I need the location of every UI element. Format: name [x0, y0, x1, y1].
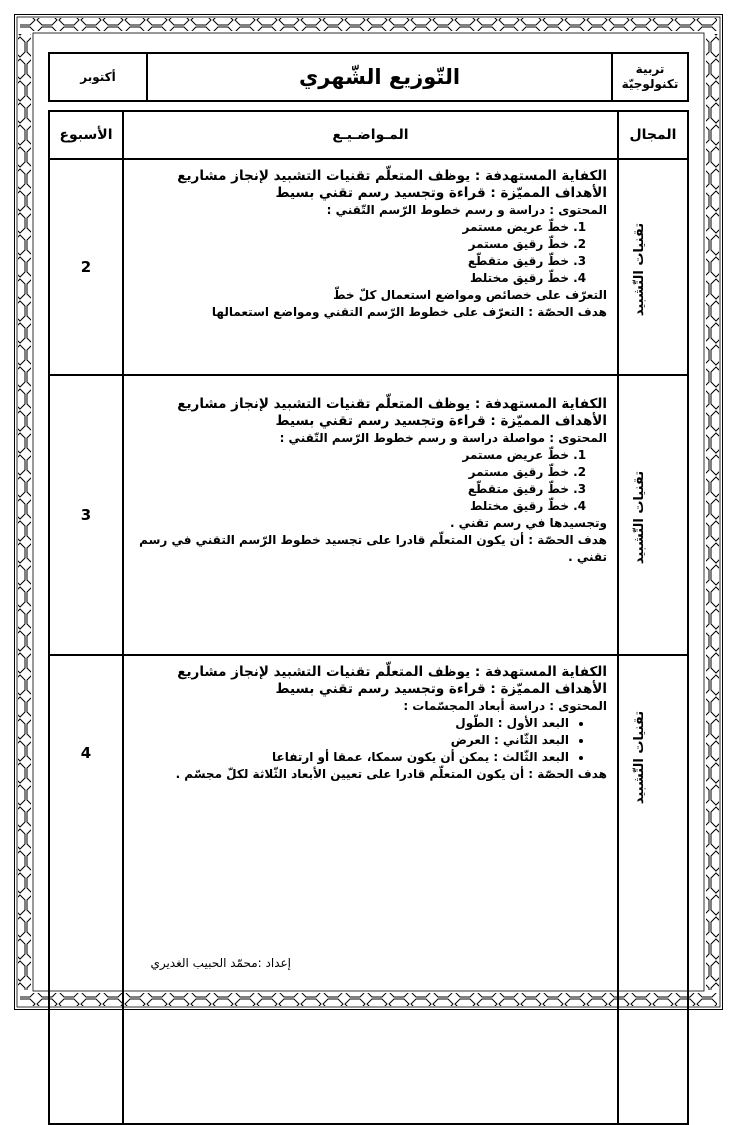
- author-footer: إعداد :محمّد الحبيب الغديري: [150, 956, 291, 970]
- table-row: [49, 159, 688, 375]
- week-header: الأسبوع: [49, 111, 123, 159]
- domain-header: المجال: [618, 111, 688, 159]
- page-title: التّوزيع الشّهري: [147, 53, 612, 101]
- topics-cell: الكفاية المستهدفة : يوظف المتعلّم تقنيات التشبيد لإنجاز مشاريع الأهداف المميّزة : قراءة وتجسيد رسم تقني بسيط المحتوى : مواصلة دراسة و رسم خطوط الرّسم التّقني : 1. خطّ عريض مستمر 2. خطّ رقيق مستمر 3. خطّ رقيق متقطّع 4. خطّ رقيق مختلط وتجسيدها في رسم تقني . هدف الحصّة : أن يكون المتعلّم قادرا على تجسيد خطوط الرّسم التقني في رسم تقني .: [123, 375, 618, 655]
- content-table: [48, 110, 689, 1125]
- topics-cell: الكفاية المستهدفة : يوظف المتعلّم تقنيات التشبيد لإنجاز مشاريع الأهداف المميّزة : قراءة وتجسيد رسم تقني بسيط المحتوى : دراسة أبعاد المجسّمات : • البعد الأول : الطّول • البعد الثّاني : العرض • البعد الثّالث : يمكن أن يكون سمكا، عمقا أو ارتفاعا هدف الحصّة : أن يكون المتعلّم قادرا على تعيين الأبعاد الثّلاثة لكلّ مجسّم .: [123, 655, 618, 1124]
- domain-cell: تقنيات التّشبيد: [618, 655, 688, 1124]
- table-row: [49, 655, 688, 1124]
- week-cell: 3: [49, 375, 123, 655]
- subject-cell: تربية تكنولوجيّة: [612, 53, 688, 101]
- column-header-row: [49, 111, 688, 159]
- title-row: [49, 53, 688, 101]
- week-cell: 2: [49, 159, 123, 375]
- topics-cell: الكفاية المستهدفة : يوظف المتعلّم تقنيات التشبيد لإنجاز مشاريع الأهداف المميّزة : قراءة وتجسيد رسم تقني بسيط المحتوى : دراسة و رسم خطوط الرّسم التّقني : 1. خطّ عريض مستمر 2. خطّ رقيق مستمر 3. خطّ رقيق متقطّع 4. خطّ رقيق مختلط التعرّف على خصائص ومواضع استعمال كلّ خطّ هدف الحصّة : التعرّف على خطوط الرّسم التقني ومواضع استعمالها: [123, 159, 618, 375]
- week-cell: 4: [49, 655, 123, 1124]
- topics-header: المـواضـيـع: [123, 111, 618, 159]
- domain-cell: تقنيات التّشبيد: [618, 159, 688, 375]
- plan-table: [48, 52, 689, 102]
- table-row: [49, 375, 688, 655]
- dimensions-list: • البعد الأول : الطّول • البعد الثّاني : العرض • البعد الثّالث : يمكن أن يكون سمكا، عمقا أو ارتفاعا: [134, 715, 607, 766]
- domain-cell: تقنيات التّشبيد: [618, 375, 688, 655]
- line-types-list: 1. خطّ عريض مستمر 2. خطّ رقيق مستمر 3. خطّ رقيق متقطّع 4. خطّ رقيق مختلط: [134, 219, 607, 287]
- month-cell: أكتوبر: [49, 53, 147, 101]
- line-types-list: 1. خطّ عريض مستمر 2. خطّ رقيق مستمر 3. خطّ رقيق متقطّع 4. خطّ رقيق مختلط: [134, 447, 607, 515]
